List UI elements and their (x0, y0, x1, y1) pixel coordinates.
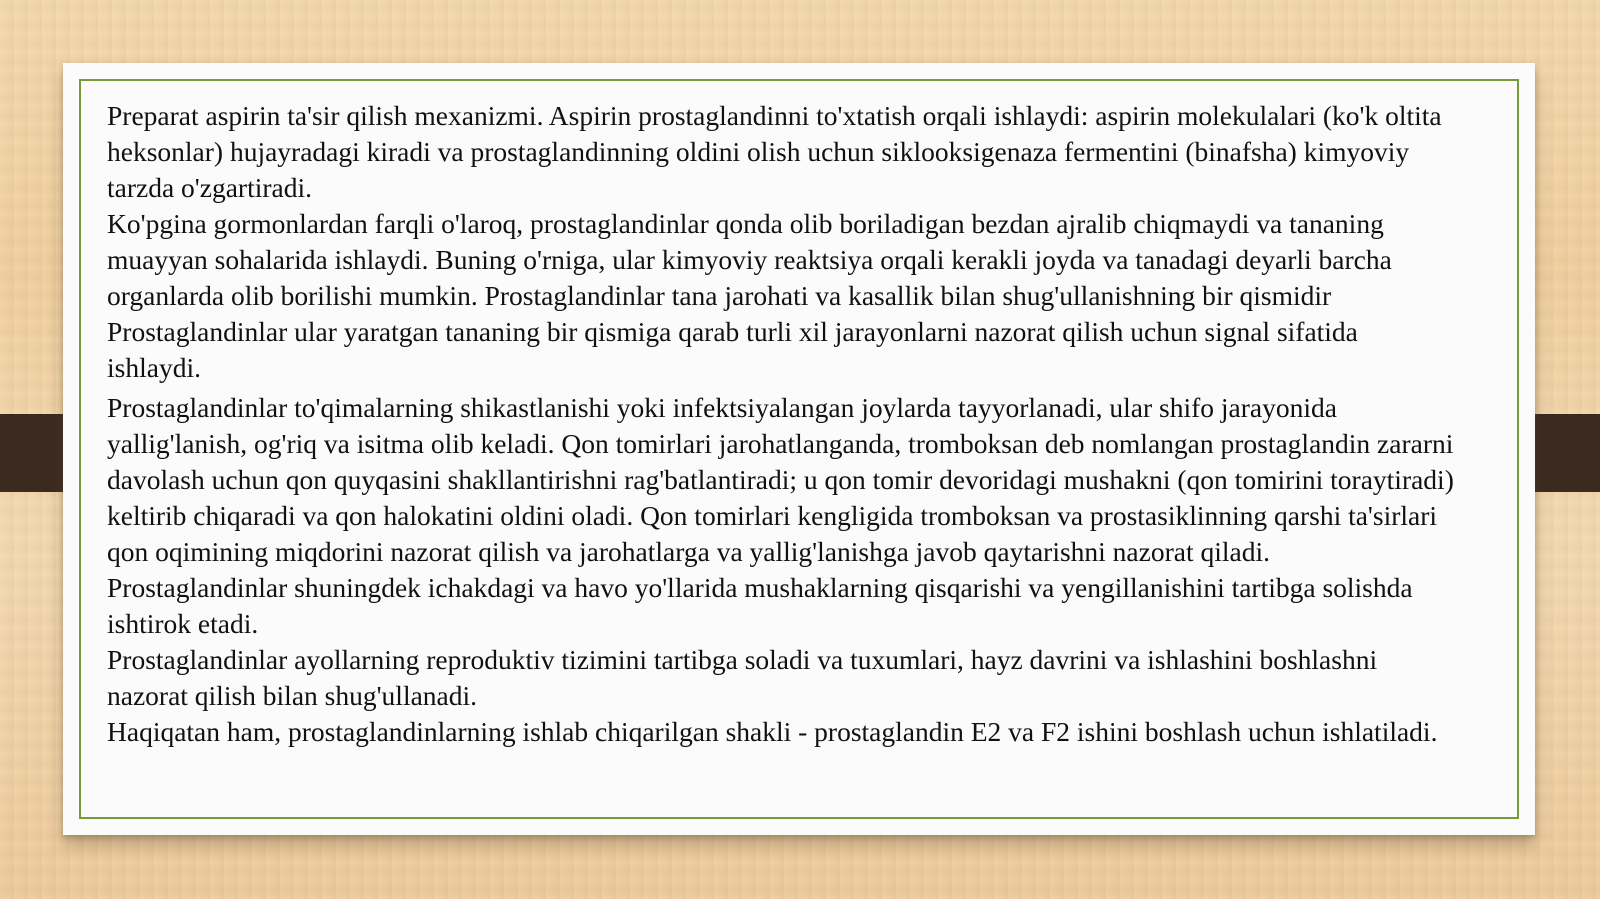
slide-text-body (107, 98, 1455, 750)
paragraph-prostaglandins-reproductive: Prostaglandinlar ayollarning reproduktiv tizimini tartibga soladi va tuxumlari, hayz davrini va ishlashini boshlashni nazorat qilish bilan shug'ullanadi. (107, 644, 1378, 711)
paragraph-prostaglandins-muscles: Prostaglandinlar shuningdek ichakdagi va havo yo'llarida mushaklarning qisqarishi va yengillanishini tartibga solishda ishtirok etadi. (107, 572, 1413, 639)
paragraph-prostaglandins-origin: Ko'pgina gormonlardan farqli o'laroq, prostaglandinlar qonda olib boriladigan bezdan ajralib chiqmaydi va tananing muayyan sohalarida ishlaydi. Buning o'rniga, ular kimyoviy reaktsiya orqali kerakli joyda va tanadagi deyarli barcha organlarda olib borilishi mumkin. Prostaglandinlar tana jarohati va kasallik bilan shug'ullanishning bir qismidir Prostaglandinlar ular yaratgan tananing bir qismiga qarab turli xil jarayonlarni nazorat qilish uchun signal sifatida ishlaydi. (107, 208, 1392, 383)
paragraph-prostaglandins-e2-f2: Haqiqatan ham, prostaglandinlarning ishlab chiqarilgan shakli - prostaglandin E2 va F2 ishini boshlash uchun ishlatiladi. (107, 716, 1438, 747)
paragraph-aspirin-mechanism: Preparat aspirin ta'sir qilish mexanizmi. Aspirin prostaglandinni to'xtatish orqali ishlaydi: aspirin molekulalari (ko'k oltita heksonlar) hujayradagi kiradi va prostaglandinning oldini olish uchun siklooksigenaza fermentini (binafsha) kimyoviy tarzda o'zgartiradi. (107, 100, 1442, 203)
paragraph-prostaglandins-injury: Prostaglandinlar to'qimalarning shikastlanishi yoki infektsiyalangan joylarda tayyorlanadi, ular shifo jarayonida yallig'lanish, og'riq va isitma olib keladi. Qon tomirlari jarohatlanganda, tromboksan deb nomlangan prostaglandin zararni davolash uchun qon quyqasini shakllantirishni rag'batlantiradi; u qon tomir devoridagi mushakni (qon tomirini toraytiradi) keltirib chiqaradi va qon halokatini oldini oladi. Qon tomirlari kengligida tromboksan va prostasiklinning qarshi ta'sirlari qon oqimining miqdorini nazorat qilish va jarohatlarga va yallig'lanishga javob qaytarishni nazorat qiladi. (107, 392, 1454, 567)
